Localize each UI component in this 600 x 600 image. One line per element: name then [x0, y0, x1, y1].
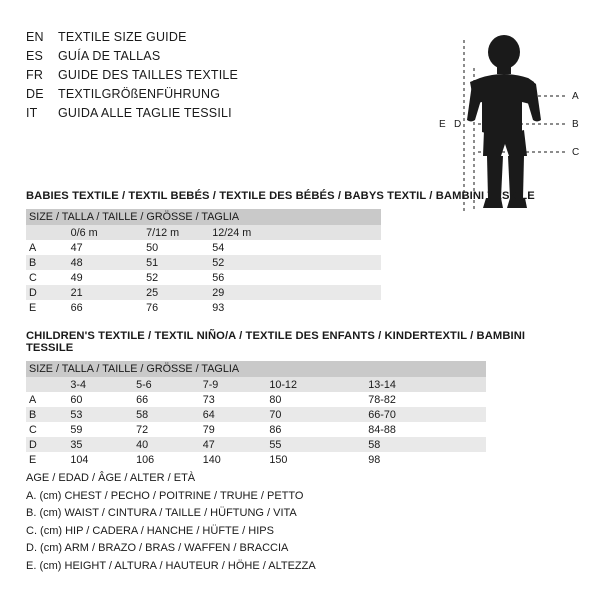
- babies-d-12-24m: 29: [212, 286, 225, 299]
- table-row: [26, 285, 381, 300]
- babies-col-3: 12/24 m: [212, 226, 252, 239]
- language-title-it: GUIDA ALLE TAGLIE TESSILI: [58, 106, 232, 120]
- table-row: [26, 437, 486, 452]
- table-row: [26, 270, 381, 285]
- babies-a-0-6m: 47: [70, 241, 83, 254]
- children-a-7-9: 73: [202, 393, 215, 406]
- children-section-title: CHILDREN'S TEXTILE / TEXTIL NIÑO/A / TEXTILE DES ENFANTS / KINDERTEXTIL / BAMBINI TESSILE: [26, 330, 526, 354]
- children-col-4: 10-12: [269, 378, 297, 391]
- children-a-5-6: 66: [136, 393, 149, 406]
- babies-d-0-6m: 21: [70, 286, 83, 299]
- children-a-3-4: 60: [70, 393, 83, 406]
- children-col-2: 5-6: [136, 378, 152, 391]
- legend-line-a: A. (cm) CHEST / PECHO / POITRINE / TRUHE / PETTO: [26, 489, 304, 502]
- language-code-fr: FR: [26, 68, 44, 82]
- language-title-en: TEXTILE SIZE GUIDE: [58, 30, 187, 44]
- babies-size-table: [26, 209, 381, 315]
- language-row-de: [26, 87, 356, 106]
- babies-row-label-e: E: [29, 301, 37, 314]
- children-d-3-4: 35: [70, 438, 83, 451]
- babies-col-0: [26, 225, 68, 240]
- children-c-13-14: 84-88: [368, 423, 396, 436]
- children-col-0: [26, 377, 67, 392]
- language-code-de: DE: [26, 87, 44, 101]
- table-row: [26, 422, 486, 437]
- table-row: [26, 452, 486, 467]
- babies-e-7-12m: 76: [146, 301, 159, 314]
- children-c-5-6: 72: [136, 423, 149, 436]
- babies-col-2: 7/12 m: [146, 226, 180, 239]
- babies-c-7-12m: 52: [146, 271, 159, 284]
- children-e-7-9: 140: [202, 453, 221, 466]
- children-b-5-6: 58: [136, 408, 149, 421]
- children-row-label-a: A: [29, 393, 37, 406]
- children-row-label-b: B: [29, 408, 37, 421]
- language-code-it: IT: [26, 106, 38, 120]
- table-row: [26, 407, 486, 422]
- children-c-7-9: 79: [202, 423, 215, 436]
- legend-line-e: E. (cm) HEIGHT / ALTURA / HAUTEUR / HÖHE / ALTEZZA: [26, 559, 316, 572]
- babies-d-7-12m: 25: [146, 286, 159, 299]
- children-d-13-14: 58: [368, 438, 381, 451]
- language-code-en: EN: [26, 30, 44, 44]
- children-b-10-12: 70: [269, 408, 282, 421]
- babies-a-7-12m: 50: [146, 241, 159, 254]
- legend-line-age: AGE / EDAD / ÂGE / ALTER / ETÀ: [26, 472, 196, 484]
- babies-column-header-row: [26, 225, 381, 240]
- language-code-es: ES: [26, 49, 44, 63]
- figure-label-a: A: [572, 91, 579, 102]
- children-b-7-9: 64: [202, 408, 215, 421]
- children-d-5-6: 40: [136, 438, 149, 451]
- babies-c-12-24m: 56: [212, 271, 225, 284]
- children-column-header-row: [26, 377, 486, 392]
- babies-b-7-12m: 51: [146, 256, 159, 269]
- babies-e-0-6m: 66: [70, 301, 83, 314]
- babies-head-label: SIZE / TALLA / TAILLE / GRÖSSE / TAGLIA: [29, 211, 240, 223]
- babies-a-12-24m: 54: [212, 241, 225, 254]
- table-row: [26, 300, 381, 315]
- language-title-fr: GUIDE DES TAILLES TEXTILE: [58, 68, 239, 82]
- babies-e-12-24m: 93: [212, 301, 225, 314]
- figure-label-c: C: [572, 147, 580, 158]
- table-row: [26, 255, 381, 270]
- children-a-13-14: 78-82: [368, 393, 396, 406]
- babies-col-1: 0/6 m: [70, 226, 98, 239]
- children-d-7-9: 47: [202, 438, 215, 451]
- language-title-de: TEXTILGRÖßENFÜHRUNG: [58, 87, 221, 101]
- language-row-fr: [26, 68, 356, 87]
- children-e-5-6: 106: [136, 453, 155, 466]
- figure-label-b: B: [572, 119, 579, 130]
- babies-b-0-6m: 48: [70, 256, 83, 269]
- figure-label-d: D: [454, 119, 462, 130]
- babies-row-label-d: D: [29, 286, 37, 299]
- table-row: [26, 392, 486, 407]
- children-col-3: 7-9: [202, 378, 219, 391]
- children-row-label-d: D: [29, 438, 37, 451]
- babies-table-head-row: [26, 209, 381, 225]
- children-a-10-12: 80: [269, 393, 282, 406]
- children-row-label-e: E: [29, 453, 37, 466]
- legend-line-b: B. (cm) WAIST / CINTURA / TAILLE / HÜFTUNG / VITA: [26, 507, 297, 520]
- children-b-3-4: 53: [70, 408, 83, 421]
- children-c-10-12: 86: [269, 423, 282, 436]
- language-row-it: [26, 106, 356, 125]
- children-e-10-12: 150: [269, 453, 288, 466]
- language-title-es: GUÍA DE TALLAS: [58, 49, 161, 63]
- children-d-10-12: 55: [269, 438, 282, 451]
- legend-line-c: C. (cm) HIP / CADERA / HANCHE / HÜFTE / HIPS: [26, 524, 274, 537]
- children-e-3-4: 104: [70, 453, 89, 466]
- children-b-13-14: 66-70: [368, 408, 396, 421]
- language-title-block: [26, 30, 356, 125]
- language-row-es: [26, 49, 356, 68]
- babies-c-0-6m: 49: [70, 271, 83, 284]
- children-e-13-14: 98: [368, 453, 381, 466]
- children-table-head-row: [26, 361, 486, 377]
- children-size-table: [26, 361, 486, 467]
- legend-line-d: D. (cm) ARM / BRAZO / BRAS / WAFFEN / BRACCIA: [26, 542, 289, 555]
- babies-b-12-24m: 52: [212, 256, 225, 269]
- babies-section-title: BABIES TEXTILE / TEXTIL BEBÉS / TEXTILE DES BÉBÉS / BABYS TEXTIL / BAMBINI TESSILE: [26, 190, 535, 202]
- figure-label-e: E: [439, 119, 446, 130]
- babies-section: [26, 190, 574, 315]
- babies-row-label-a: A: [29, 241, 37, 254]
- children-row-label-c: C: [29, 423, 37, 436]
- babies-row-label-c: C: [29, 271, 37, 284]
- measurement-legend: [26, 470, 566, 576]
- table-row: [26, 240, 381, 255]
- children-c-3-4: 59: [70, 423, 83, 436]
- language-row-en: [26, 30, 356, 49]
- children-head-label: SIZE / TALLA / TAILLE / GRÖSSE / TAGLIA: [29, 363, 240, 375]
- children-col-5: 13-14: [368, 378, 396, 391]
- children-col-1: 3-4: [70, 378, 87, 391]
- babies-row-label-b: B: [29, 256, 37, 269]
- children-section: [26, 330, 574, 467]
